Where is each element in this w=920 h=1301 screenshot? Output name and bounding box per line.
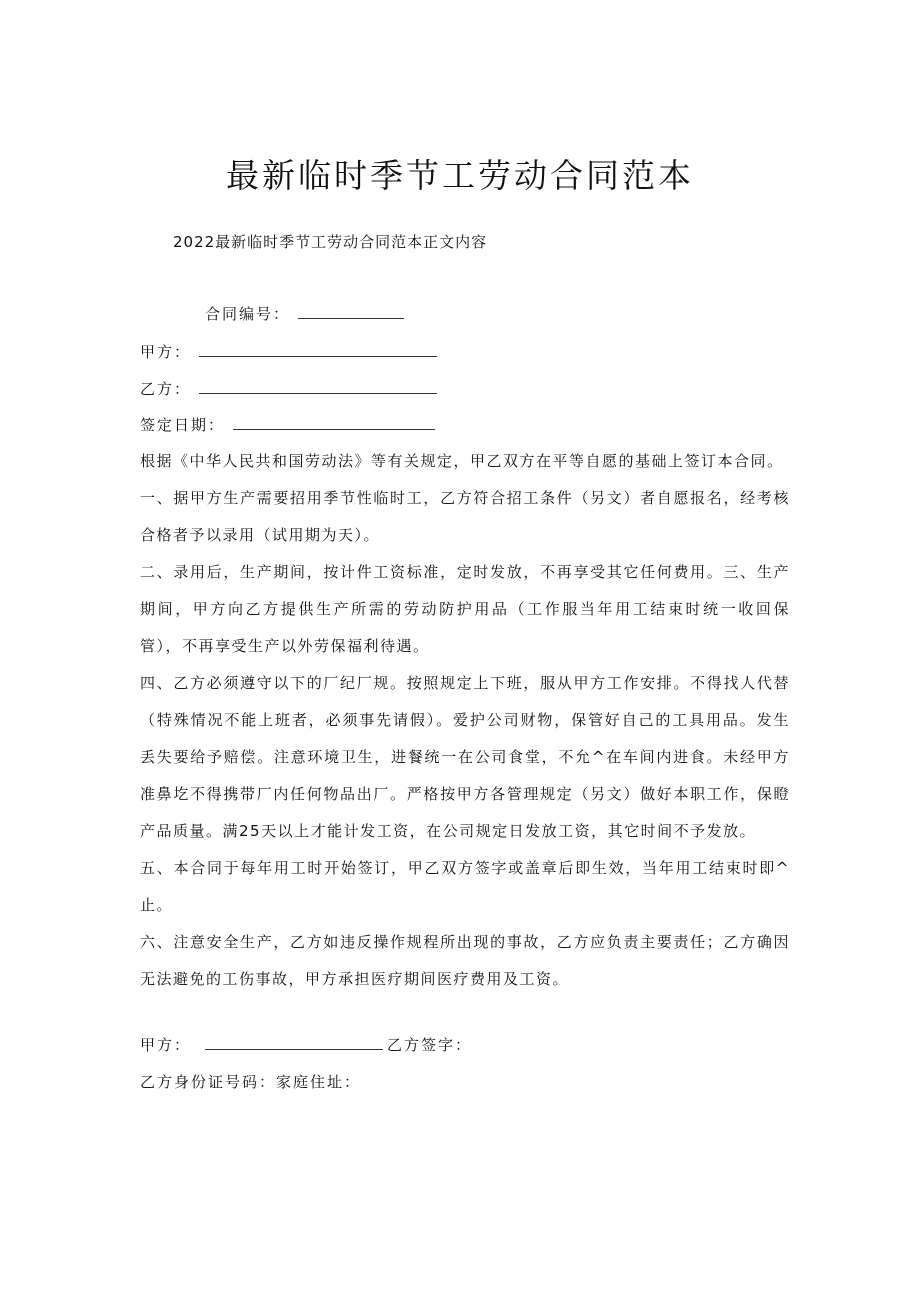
contract-number-label: 合同编号：: [205, 305, 291, 323]
party-b-label: 乙方：: [140, 380, 192, 398]
signature-party-a-blank: [205, 1035, 383, 1050]
signature-party-a-label: 甲方：: [140, 1036, 192, 1054]
party-a-field: [140, 341, 790, 362]
paragraph-6: 六、注意安全生产，乙方如违反操作规程所出现的事故，乙方应负责主要责任；乙方确因无法避免的工伤事故，甲方承担医疗期间医疗费用及工资。: [140, 933, 790, 988]
document-subtitle: 2022最新临时季节工劳动合同范本正文内容: [173, 233, 488, 251]
party-a-blank: [199, 342, 437, 357]
party-a-label: 甲方：: [140, 343, 192, 361]
sign-date-blank: [233, 415, 435, 430]
contract-body: [140, 443, 790, 998]
paragraph-1: 一、据甲方生产需要招用季节性临时工，乙方符合招工条件（另文）者自愿报名，经考核合格者予以录用（试用期为天）。: [140, 489, 790, 544]
paragraph-4: 四、乙方必须遵守以下的厂纪厂规。按照规定上下班，服从甲方工作安排。不得找人代替（特殊情况不能上班者，必须事先请假）。爱护公司财物，保管好自己的工具用品。发生丢失要给予赔偿。注意环境卫生，进餐统一在公司食堂，不允^在车间内进食。未经甲方准鼻圪不得携带厂内任何物品出厂。严格按甲方各管理规定（另文）做好本职工作，保瞪产品质量。满25天以上才能计发工资，在公司规定日发放工资，其它时间不予发放。: [140, 674, 790, 840]
signature-party-b-label: 乙方签字：: [387, 1036, 473, 1054]
document-title: 最新临时季节工劳动合同范本: [226, 156, 694, 195]
signature-line: [140, 1034, 790, 1055]
id-address-line: 乙方身份证号码：家庭住址：: [140, 1073, 362, 1091]
paragraph-intro: 根据《中华人民共和国劳动法》等有关规定，甲乙双方在平等自愿的基础上签订本合同。: [140, 452, 784, 470]
sign-date-field: [140, 414, 790, 435]
party-b-field: [140, 378, 790, 399]
paragraph-5: 五、本合同于每年用工时开始签订，甲乙双方签字或盖章后即生效，当年用工结束时即^止。: [140, 859, 790, 914]
party-b-blank: [199, 379, 437, 394]
sign-date-label: 签定日期：: [140, 416, 226, 434]
contract-number-field: [205, 303, 855, 324]
contract-number-blank: [298, 304, 404, 319]
paragraph-2: 二、录用后，生产期间，按计件工资标准，定时发放，不再享受其它任何费用。三、生产期间，甲方向乙方提供生产所需的劳动防护用品（工作服当年用工结束时统一收回保管），不再享受生产以外劳保福利待遇。: [140, 563, 790, 655]
